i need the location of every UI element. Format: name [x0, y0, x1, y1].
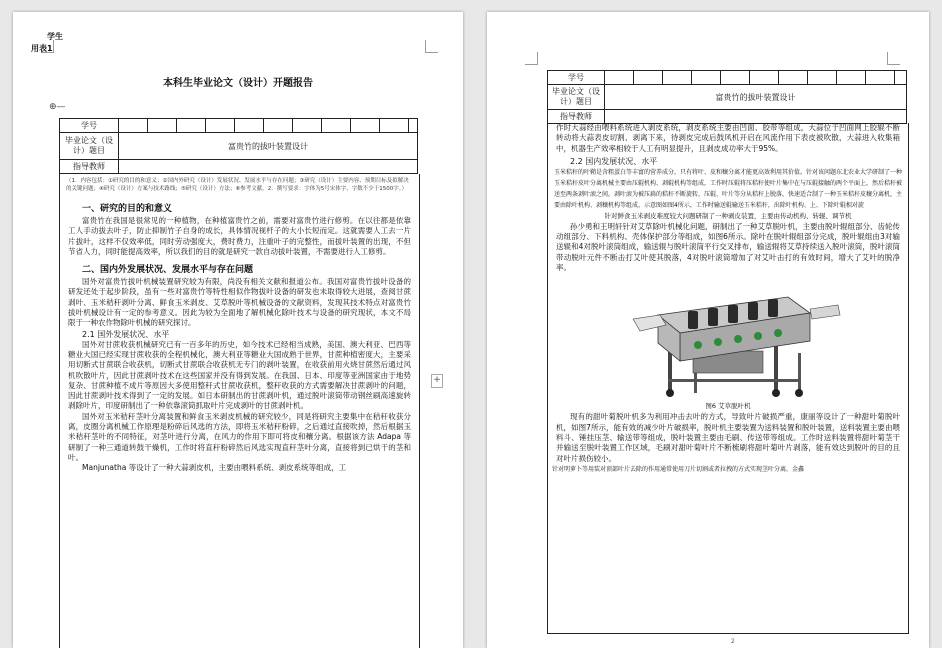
- instructions-note: （1．内容包括：①研究的目的和意义；②国内外研究（设计）发展状况、发展水平与存在问题；③研究（设计）主要内容、预期目标及拟解决的关键问题；④研究（设计）方案与技术路线；⑤研究（设计）方法；⑥参考文献。2．撰写要求：字体为5号宋体字，字数不少于1500字。）: [66, 178, 409, 192]
- thesis-title-value[interactable]: 富贵竹的拔叶装置设计: [605, 85, 907, 110]
- student-id-cell[interactable]: [322, 119, 351, 133]
- student-id-cell[interactable]: [293, 119, 322, 133]
- section-2-text: 国外对富贵竹拔叶机械装置研究较为有限，尚没有相关文献和报道公布。我国对富贵竹拔叶设备的研发还处于起步阶段，虽有一些对富贵竹等特性相似作物拔叶设备的研发也未取得较大进展，查阅甘蔗剥叶、玉米秸秆剥叶分离、鲜食玉米剥皮、艾草脱叶等机械设备的文献资料，发现其技术特点对富贵竹拔叶机械设计有一定的参考意义。因此为较为全面地了解机械化除叶技术与设备的研究现状，本文不局限于一种农作物除叶机械的研究探讨。: [68, 277, 411, 328]
- student-id-cell[interactable]: [895, 71, 907, 85]
- report-body-box-p2[interactable]: [547, 123, 909, 634]
- student-id-cell[interactable]: [380, 119, 409, 133]
- figure-6-container: [548, 275, 908, 399]
- subsection-2-2-text: 玉米秸秆的叶鞘是含粗蛋白等丰富的营养成分，只有将叶、皮和穰分离才能更高效利用其价值。针对该问题东北农业大学研制了一种玉米秸秆皮叶分离机械主要由压辊机构、剥辊机构等组成，工作时压辊将压秸秆使叶片集中在与压辊接触的两个平面上，然后秸秆被送至两条剥叶滚之间，剥叶滚为被压扁的秸秆不断旋转，压辊、叶片等分从秸秆上脱落，快速适合制了一种玉米秸秆皮穰分离机，主要由除叶机构、剥穰机构等组成，示意图如图4所示，工作时输送辊输送玉米秸秆，出除叶机构、上、下除叶辊相对旋: [554, 168, 903, 209]
- student-id-cell[interactable]: [206, 119, 235, 133]
- continued-text: 作时大蒜经由喂料系统进入剥皮系统，剥皮系统主要由凹面、胶带等组成，大蒜位于凹面网上胶辊不断转动将大蒜表皮切割、剥离下来，待剥皮完成后鼓风机开启在风流作用下表皮被吹散，大蒜进入收集箱中，机器生产效率相较于人工有明显提升，且剥皮成功率大于95%。: [556, 123, 900, 153]
- student-id-label: 学号: [548, 71, 605, 85]
- student-id-cell[interactable]: [634, 71, 663, 85]
- report-title: 本科生毕业论文（设计）开题报告: [163, 78, 313, 89]
- advisor-value[interactable]: [605, 110, 907, 124]
- student-id-label: 学号: [60, 119, 119, 133]
- section-2-heading: 二、国内外发展状况、发展水平与存在问题: [82, 265, 254, 276]
- student-id-cell[interactable]: [808, 71, 837, 85]
- student-id-cell[interactable]: [837, 71, 866, 85]
- crop-mark: [887, 52, 900, 65]
- document-page-1: [13, 12, 463, 648]
- advisor-label: 指导教师: [548, 110, 605, 124]
- expand-icon[interactable]: +: [431, 374, 443, 388]
- thesis-info-table-p2: [547, 70, 907, 124]
- student-id-cell[interactable]: [351, 119, 380, 133]
- advisor-value[interactable]: [119, 160, 418, 174]
- thesis-title-value[interactable]: 富贵竹的拔叶装置设计: [119, 133, 418, 160]
- student-id-cell[interactable]: [663, 71, 692, 85]
- student-id-cell[interactable]: [409, 119, 418, 133]
- small-caption-line: 针对鲜食玉米剥皮难度较大问题研制了一种剥皮装置，主要由传动机构、转辊、调节机: [604, 211, 852, 220]
- crop-mark: [425, 40, 438, 53]
- thesis-title-label: 毕业论文（设计）题目: [60, 133, 119, 160]
- student-id-cell[interactable]: [721, 71, 750, 85]
- student-id-cell[interactable]: [119, 119, 148, 133]
- student-id-cell[interactable]: [605, 71, 634, 85]
- paragraph-mugwort: 孙少勇和王明轩针对艾草除叶机械化问题，研制出了一种艾草脱叶机，主要由脱叶辊组部分、齿轮传动组部分、下料机构、壳体保护部分等组成，如图6所示。除叶在脱叶辊组部分完成，脱叶辊组由3对输送辊和4对脱叶滚筒组成，输送辊与脱叶滚筒平行交叉排布，输送辊将艾草持续送入脱叶滚筒，脱叶滚筒带动脱叶元件不断击打艾叶使其脱落，4对脱叶滚筒增加了对艾叶击打的有效时间，增大了艾叶的脱净率。: [556, 221, 900, 273]
- paragraph-stevia: 现有的甜叶菊脱叶机多为利用冲击去叶的方式，导致叶片破损严重，康丽等设计了一种甜叶菊脱叶机，如图7所示，能有效的减少叶片破损率，脱叶机主要装置为送料装置和脱叶装置，送料装置主要由喂料斗、锤挂压茎、输送带等组成，脱叶装置主要由毛刷、传送带等组成。工作时送料装置将甜叶菊茎干并输送至脱叶装置工作区域，毛刷对甜叶菊叶片不断梳刷将甜叶菊叶片剥落，能有效达到脱叶的目的且对叶片损伤较小。: [556, 412, 900, 463]
- student-id-cell[interactable]: [779, 71, 808, 85]
- subsection-2-1-text: 国外对甘蔗收获机械研究已有一百多年的历史，如今技术已经相当成熟，美国、澳大利亚、巴西等糖业大国已经实现甘蔗收获的全程机械化，澳大利亚等糖业大国成熟于世界，甘蔗种植密度大，主要采用切断式甘蔗联合收获机，切断式甘蔗联合收获机无专门的剥叶装置，在收获前用火烧甘蔗然后通过风机吹散叶片，因此甘蔗剥叶技术在这些国家并没有得到发展。在我国、日本、印度等亚洲国家由于地势复杂、甘蔗种植不成片等原因大多使用整秆式甘蔗收获机，整秆收获的方式需要解决甘蔗剥叶的问题，因此甘蔗剥叶技术得到了一定的发展。如日本研制出的甘蔗剥叶机，通过脱叶滚筒带动钢丝刷高速旋转剥除叶片，印度研制出了一种依靠滚筒抓取叶片完成剥叶的甘蔗剥叶机。: [68, 339, 411, 411]
- student-id-cell[interactable]: [235, 119, 264, 133]
- figure-6-caption: 图6 艾草脱叶机: [705, 402, 751, 411]
- section-1-text: 富贵竹在我国是很常见的一种植物，在种植富贵竹之前，需要对富贵竹进行修剪。在以往都是依靠工人手动拔去叶子，防止抑制竹子自身的成长，具体情况视杆子的大小长短而定。这就需要人工去一片片拔叶，这样不仅效率低，同时劳动强度大，费时费力，注重叶子的完整性，而拔叶装置的出现，不但节省人力，同时能提高效率，所以我们的目的就是研究一款自动拔叶装置，不需要进行人工修剪。: [68, 216, 411, 256]
- subsection-2-1-heading: 2.1 国外发展状况、水平: [82, 329, 170, 339]
- mugwort-machine-illustration: [548, 275, 908, 399]
- student-id-cell[interactable]: [866, 71, 895, 85]
- document-page-2: [487, 12, 929, 648]
- crop-mark: [525, 52, 538, 65]
- subsection-2-1-text-3: Manjunatha 等设计了一种大蒜剥皮机，主要由喂料系统、剥皮系统等组成，工: [82, 463, 347, 473]
- student-id-cell[interactable]: [148, 119, 177, 133]
- report-body-box[interactable]: [59, 174, 420, 648]
- student-id-cell[interactable]: [177, 119, 206, 133]
- student-id-cell[interactable]: [692, 71, 721, 85]
- bottom-small-text: 针对明萝卜等用装对顶部叶片去除的作用通常使用刀片切割或者拉拽的方式实现茎叶分离，金鑫: [552, 465, 805, 473]
- corner-label-line2: 用表1: [31, 44, 53, 53]
- subsection-2-1-text-2: 国外对玉米秸秆茎叶分离装置和鲜食玉米剥皮机械的研究较少，同是将研究主要集中在秸秆收获分离，皮圈分离机械工作原理是粉碎后风选的方法，即将玉米秸秆粉碎，之后通过直接吹掉，然后根据玉米秸秆茎叶的不同特征，对茎叶进行分离，在风力的作用下即可将皮和穰分离。根据该方法 Adapa 等研制了一种三通道转鼓干燥机，工作时将直秆粉碎然后风选实现直秆茎叶分离，直接将到已烘干的茎和叶。: [68, 411, 411, 462]
- thesis-title-label: 毕业论文（设计）题目: [548, 85, 605, 110]
- student-id-cell[interactable]: [264, 119, 293, 133]
- subsection-2-2-heading: 2.2 国内发展状况、水平: [570, 156, 658, 166]
- thesis-info-table: [59, 118, 418, 174]
- section-1-heading: 一、研究的目的和意义: [82, 204, 173, 214]
- text-cursor-icon[interactable]: ⊕—: [49, 102, 66, 112]
- page-number: 2: [731, 638, 735, 645]
- corner-label-line1: 学生: [47, 32, 63, 41]
- student-id-cell[interactable]: [750, 71, 779, 85]
- advisor-label: 指导教师: [60, 160, 119, 174]
